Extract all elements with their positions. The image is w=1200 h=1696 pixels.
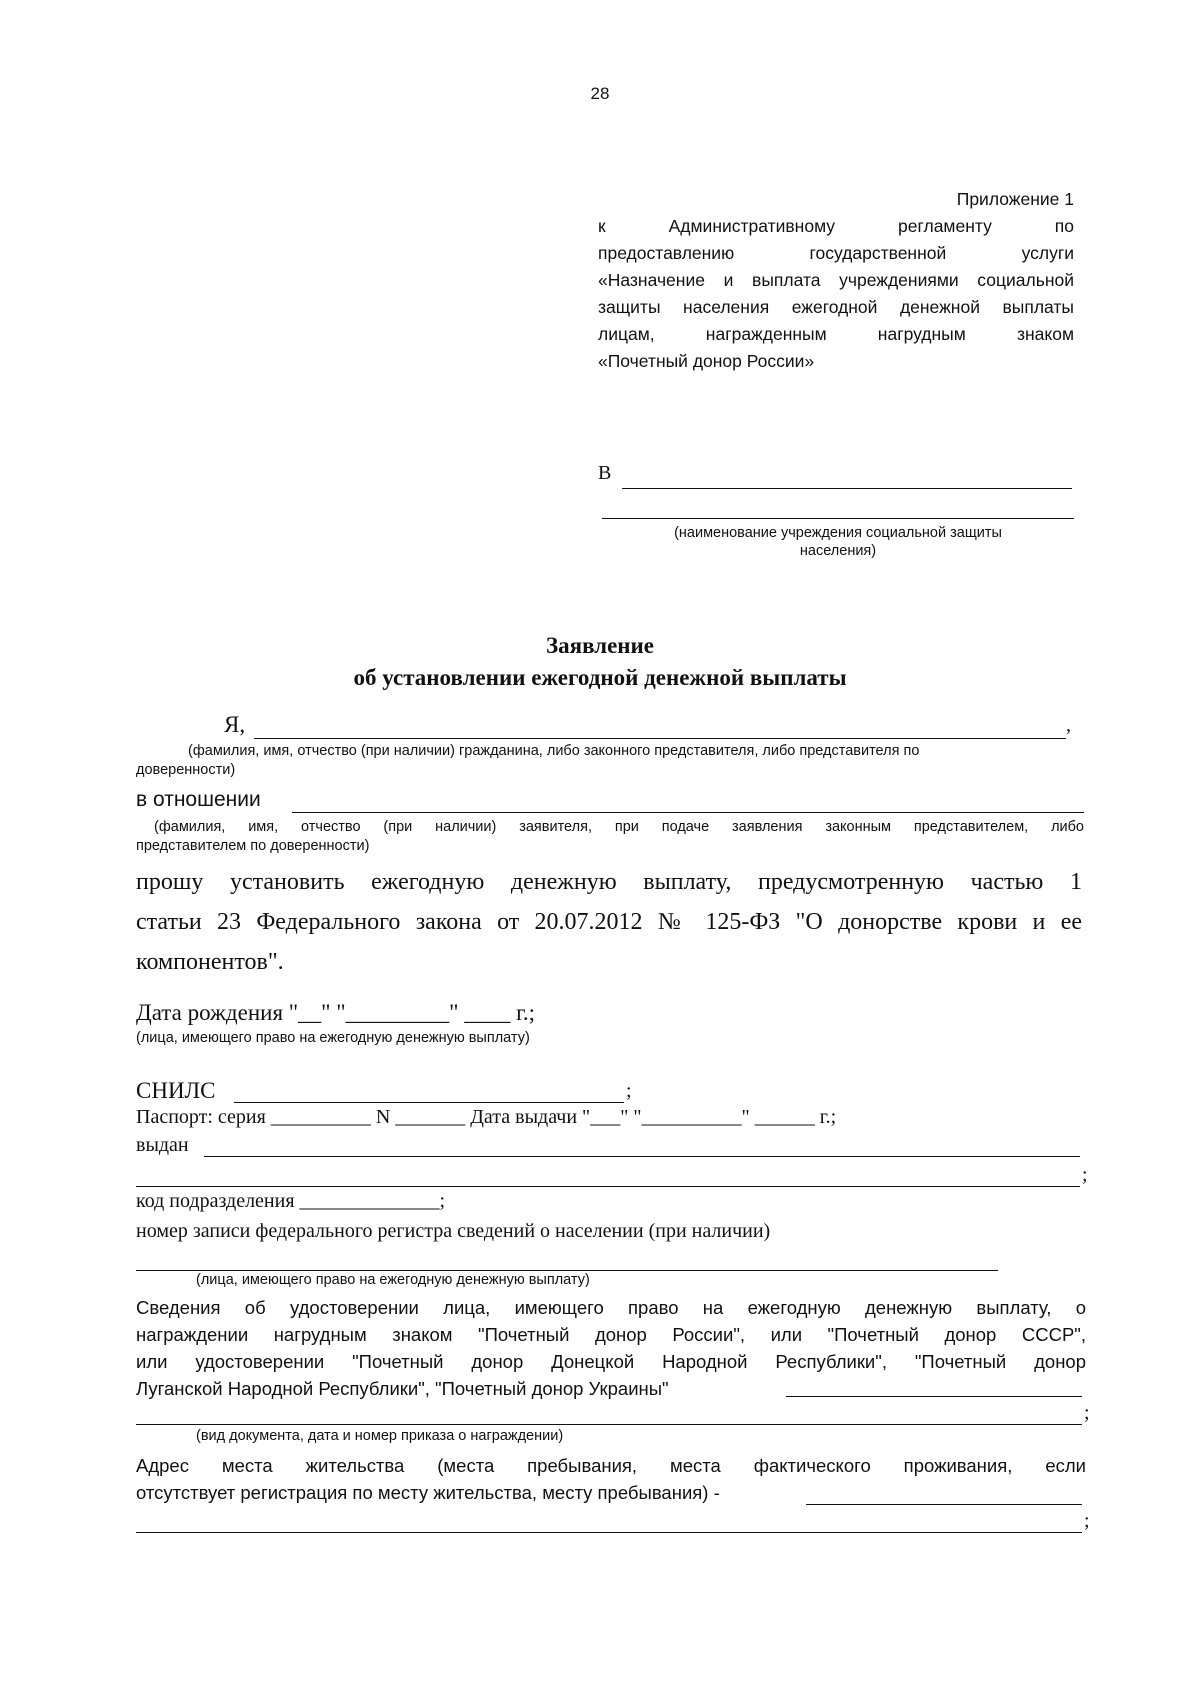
passport-issued-field[interactable] bbox=[204, 1156, 1080, 1157]
birth-date-field[interactable]: Дата рождения "__" "_________" ____ г.; bbox=[136, 1000, 536, 1025]
address-line: отсутствует регистрация по месту жительства, месту пребывания) - bbox=[136, 1482, 720, 1503]
caption-line: (наименование учреждения социальной защиты bbox=[674, 525, 1002, 541]
snils-label: СНИЛС bbox=[136, 1078, 216, 1103]
address-field[interactable] bbox=[806, 1504, 1082, 1505]
addressee-prefix: В bbox=[598, 462, 612, 484]
regarding-caption bbox=[136, 818, 1084, 856]
appendix-line: «Назначение и выплата учреждениями социальной bbox=[598, 270, 1074, 290]
certificate-caption: (вид документа, дата и номер приказа о награждении) bbox=[196, 1428, 564, 1444]
regarding-name-field[interactable] bbox=[292, 812, 1084, 813]
caption-line: (фамилия, имя, отчество (при наличии) гражданина, либо законного представителя, либо представителя по bbox=[188, 743, 920, 759]
request-line: компонентов". bbox=[136, 949, 284, 975]
caption-line: доверенности) bbox=[136, 762, 236, 778]
passport-issued-field-line2[interactable] bbox=[136, 1186, 1080, 1187]
certificate-paragraph bbox=[136, 1294, 1086, 1402]
register-field[interactable] bbox=[136, 1270, 998, 1271]
applicant-name-field[interactable] bbox=[254, 738, 1066, 739]
certificate-line: или удостоверении "Почетный донор Донецкой Народной Республики", "Почетный донор bbox=[136, 1351, 1086, 1372]
appendix-line: Приложение 1 bbox=[956, 189, 1074, 209]
addressee-caption bbox=[600, 524, 1076, 560]
certificate-line: Сведения об удостоверении лица, имеющего право на ежегодную денежную выплату, о bbox=[136, 1297, 1086, 1318]
address-suffix: ; bbox=[1084, 1510, 1090, 1532]
appendix-line: лицам, награжденным нагрудным знаком bbox=[598, 324, 1074, 344]
passport-issued-label: выдан bbox=[136, 1134, 189, 1156]
applicant-prefix: Я, bbox=[224, 712, 246, 737]
request-line: прошу установить ежегодную денежную выплату, предусмотренную частью 1 bbox=[136, 869, 1082, 895]
certificate-suffix: ; bbox=[1084, 1402, 1090, 1424]
caption-line: представителем по доверенности) bbox=[136, 838, 370, 854]
regarding-prefix: в отношении bbox=[136, 788, 261, 811]
register-label: номер записи федерального регистра сведений о населении (при наличии) bbox=[136, 1220, 771, 1242]
applicant-suffix: , bbox=[1066, 714, 1071, 736]
address-paragraph bbox=[136, 1452, 1086, 1506]
document-title bbox=[0, 630, 1200, 694]
certificate-line: Луганской Народной Республики", "Почетный донор Украины" bbox=[136, 1378, 669, 1399]
address-line: Адрес места жительства (места пребывания, места фактического проживания, если bbox=[136, 1455, 1086, 1476]
certificate-field[interactable] bbox=[786, 1396, 1082, 1397]
applicant-caption bbox=[136, 742, 1084, 780]
page-number: 28 bbox=[590, 84, 610, 103]
request-paragraph bbox=[136, 862, 1082, 982]
certificate-field-line2[interactable] bbox=[136, 1424, 1082, 1425]
title-line: об установлении ежегодной денежной выплаты bbox=[353, 665, 847, 690]
snils-field[interactable] bbox=[234, 1102, 624, 1103]
certificate-line: награждении нагрудным знаком "Почетный донор России", или "Почетный донор СССР", bbox=[136, 1324, 1086, 1345]
request-line: статьи 23 Федерального закона от 20.07.2012 № 125-ФЗ "О донорстве крови и ее bbox=[136, 909, 1082, 935]
passport-fields[interactable]: Паспорт: серия __________ N _______ Дата выдачи "___" "__________" ______ г.; bbox=[136, 1106, 837, 1128]
passport-suffix: ; bbox=[1082, 1164, 1088, 1186]
appendix-line: предоставлению государственной услуги bbox=[598, 243, 1074, 263]
appendix-line: к Административному регламенту по bbox=[598, 216, 1074, 236]
caption-line: населения) bbox=[799, 543, 877, 559]
division-code-field[interactable]: код подразделения ______________; bbox=[136, 1190, 446, 1212]
address-field-line2[interactable] bbox=[136, 1532, 1082, 1533]
birth-caption: (лица, имеющего право на ежегодную денежную выплату) bbox=[136, 1030, 530, 1046]
register-caption: (лица, имеющего право на ежегодную денежную выплату) bbox=[196, 1272, 590, 1288]
appendix-block bbox=[598, 186, 1074, 375]
title-line: Заявление bbox=[545, 633, 655, 658]
addressee-field[interactable] bbox=[622, 488, 1072, 489]
appendix-line: «Почетный донор России» bbox=[598, 351, 815, 371]
addressee-field-line2[interactable] bbox=[602, 518, 1074, 519]
appendix-line: защиты населения ежегодной денежной выплаты bbox=[598, 297, 1074, 317]
caption-line: (фамилия, имя, отчество (при наличии) заявителя, при подаче заявления законным представителем, либо bbox=[154, 819, 1084, 835]
snils-suffix: ; bbox=[626, 1080, 632, 1102]
